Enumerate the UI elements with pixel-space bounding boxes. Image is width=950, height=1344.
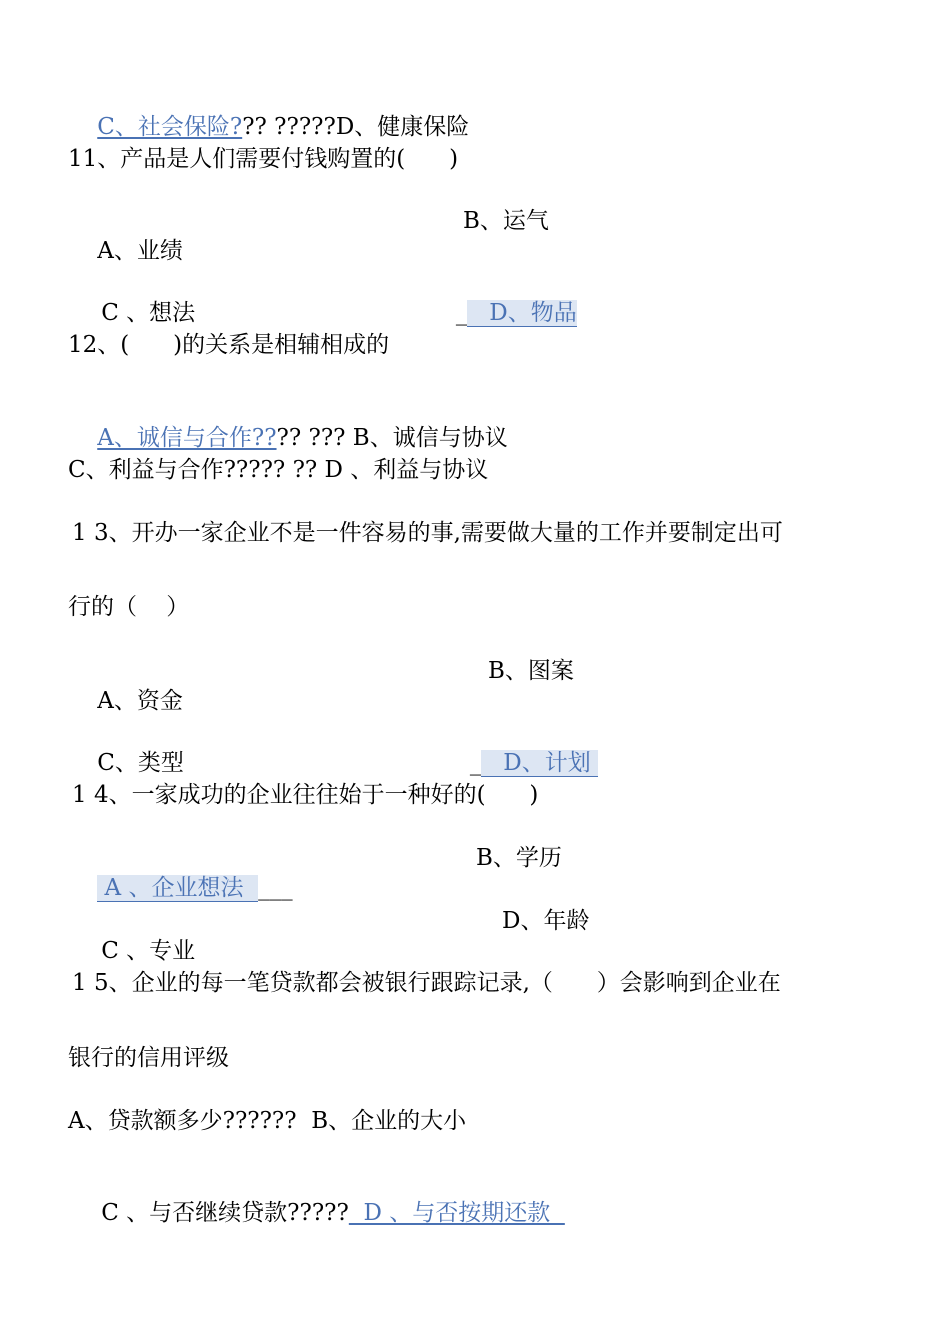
- option-d: D、年龄: [502, 908, 590, 934]
- option-b: B、学历: [476, 845, 562, 871]
- question-15-line1: 1 5、企业的每一笔贷款都会被银行跟踪记录,（ ）会影响到企业在: [72, 970, 781, 996]
- blank-lead: _: [469, 750, 482, 776]
- q15-options-cd: [72, 1168, 565, 1258]
- answer-option-c: C、社会保险?: [97, 114, 243, 140]
- answer-option-a: A、诚信与合作??: [97, 425, 277, 451]
- option-b: B、运气: [463, 208, 549, 234]
- answer-option-d: D、计划: [481, 750, 599, 776]
- option-c: C 、专业: [101, 938, 196, 964]
- option-c: C 、与否继续贷款?????: [101, 1200, 349, 1226]
- answer-option-a: A 、企业想法: [97, 875, 259, 901]
- blank-trail: ___: [258, 875, 293, 901]
- option-a: A、资金: [97, 688, 183, 714]
- question-14: 1 4、一家成功的企业往往始于一种好的( ): [72, 782, 539, 808]
- option-b: B、图案: [488, 658, 574, 684]
- option-text: ?? ?????D、健康保险: [242, 114, 470, 140]
- option-a: A、业绩: [97, 238, 183, 264]
- q12-options-cd: C、利益与合作????? ?? D 、利益与协议: [68, 457, 489, 483]
- blank-lead: _: [455, 300, 468, 326]
- question-11: 11、产品是人们需要付钱购置的( ): [68, 146, 459, 172]
- question-12: 12、( )的关系是相辅相成的: [68, 332, 390, 358]
- option-c: C、类型: [97, 750, 184, 776]
- q15-options-ab: A、贷款额多少?????? B、企业的大小: [68, 1108, 467, 1134]
- option-text: ?? ??? B、诚信与协议: [276, 425, 508, 451]
- answer-group: [412, 268, 577, 358]
- question-15-line2: 银行的信用评级: [68, 1045, 229, 1071]
- answer-option-d: D 、与否按期还款: [348, 1200, 565, 1226]
- question-13-line2: 行的（ ）: [68, 594, 190, 620]
- question-13-line1: 1 3、开办一家企业不是一件容易的事,需要做大量的工作并要制定出可: [72, 520, 783, 546]
- option-c: C 、想法: [101, 300, 196, 326]
- answer-option-d: D、物品: [467, 300, 577, 326]
